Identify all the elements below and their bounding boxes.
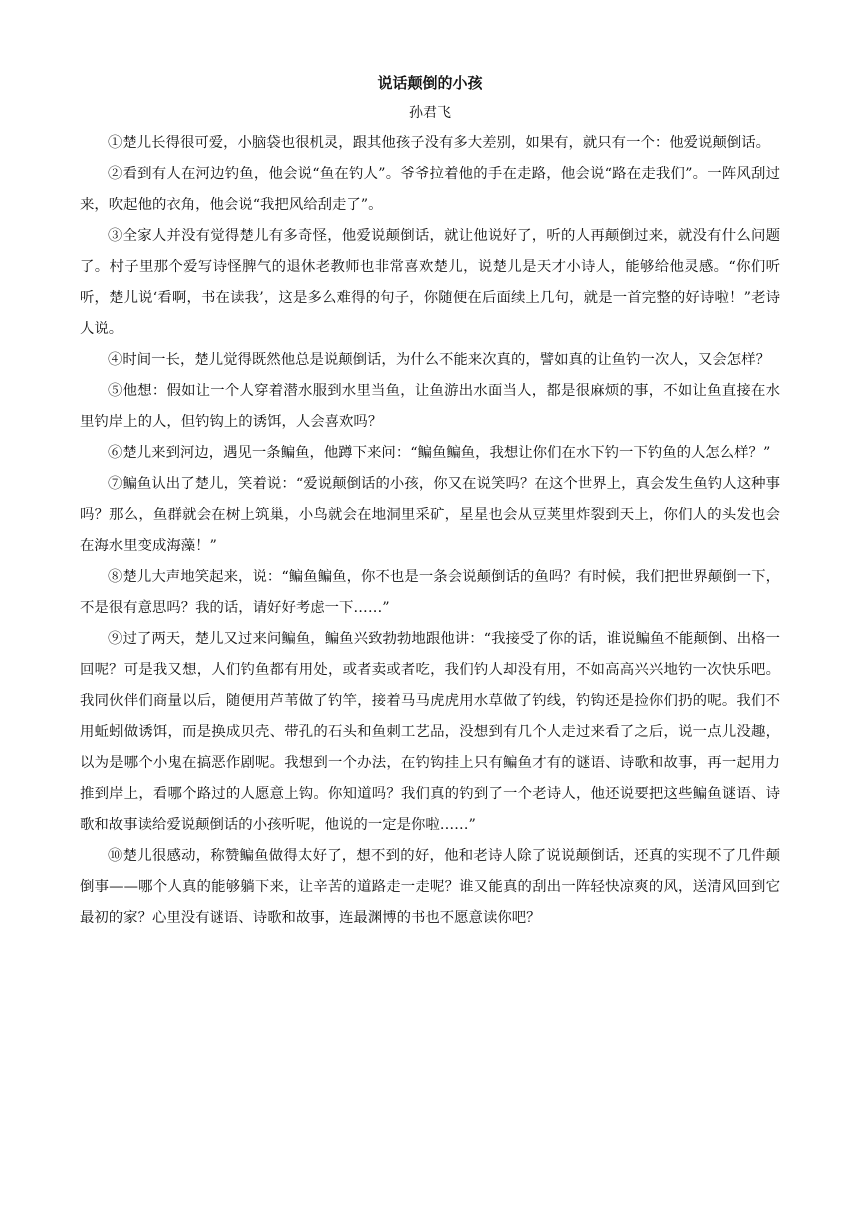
article-title: 说话颠倒的小孩: [377, 74, 483, 92]
article-author: 孙君飞: [409, 105, 451, 121]
document-page: [80, 66, 780, 934]
paragraph-9: ⑨过了两天，楚儿又过来问鳊鱼，鳊鱼兴致勃勃地跟他讲：“我接受了你的话，谁说鳊鱼不能颠倒、出格一回呢？可是我又想，人们钓鱼都有用处，或者卖或者吃，我们钓人却没有用，不如高高兴兴地钓一次快乐吧。我同伙伴们商量以后，随便用芦苇做了钓竿，接着马马虎虎用水草做了钓线，钓钩还是捡你们扔的呢。我们不用蚯蚓做诱饵，而是换成贝壳、带孔的石头和鱼刺工艺品，没想到有几个人走过来看了之后，说一点儿没趣，以为是哪个小鬼在搞恶作剧呢。我想到一个办法，在钓钩挂上只有鳊鱼才有的谜语、诗歌和故事，再一起用力推到岸上，看哪个路过的人愿意上钩。你知道吗？我们真的钓到了一个老诗人，他还说要把这些鳊鱼谜语、诗歌和故事读给爱说颠倒话的小孩听呢，他说的一定是你啦……”: [80, 631, 780, 833]
paragraph-10: ⑩楚儿很感动，称赞鳊鱼做得太好了，想不到的好，他和老诗人除了说说颠倒话，还真的实现不了几件颠倒事——哪个人真的能够躺下来，让辛苦的道路走一走呢？谁又能真的刮出一阵轻快凉爽的风，送清风回到它最初的家？心里没有谜语、诗歌和故事，连最渊博的书也不愿意读你吧？: [80, 848, 780, 926]
paragraph-4: ④时间一长，楚儿觉得既然他总是说颠倒话，为什么不能来次真的，譬如真的让鱼钓一次人，又会怎样？: [108, 352, 770, 368]
paragraph-8: ⑧楚儿大声地笑起来，说：“鳊鱼鳊鱼，你不也是一条会说颠倒话的鱼吗？有时候，我们把世界颠倒一下，不是很有意思吗？我的话，请好好考虑一下……”: [80, 569, 780, 616]
paragraph-5: ⑤他想：假如让一个人穿着潜水服到水里当鱼，让鱼游出水面当人，都是很麻烦的事，不如让鱼直接在水里钓岸上的人，但钓钩上的诱饵，人会喜欢吗？: [80, 383, 780, 430]
paragraph-2: ②看到有人在河边钓鱼，他会说“鱼在钓人”。爷爷拉着他的手在走路，他会说“路在走我们”。一阵风刮过来，吹起他的衣角，他会说“我把风给刮走了”。: [80, 166, 780, 213]
paragraph-6: ⑥楚儿来到河边，遇见一条鳊鱼，他蹲下来问：“鳊鱼鳊鱼，我想让你们在水下钓一下钓鱼的人怎么样？”: [108, 445, 771, 461]
article-body: [80, 128, 780, 934]
paragraph-1: ①楚儿长得很可爱，小脑袋也很机灵，跟其他孩子没有多大差别，如果有，就只有一个：他爱说颠倒话。: [108, 135, 770, 151]
paragraph-3: ③全家人并没有觉得楚儿有多奇怪，他爱说颠倒话，就让他说好了，听的人再颠倒过来，就没有什么问题了。村子里那个爱写诗怪脾气的退休老教师也非常喜欢楚儿，说楚儿是天才小诗人，能够给他灵感。“你们听听，楚儿说‘看啊，书在读我’，这是多么难得的句子，你随便在后面续上几句，就是一首完整的好诗啦！”老诗人说。: [80, 228, 780, 337]
paragraph-7: ⑦鳊鱼认出了楚儿，笑着说：“爱说颠倒话的小孩，你又在说笑吗？在这个世界上，真会发生鱼钓人这种事吗？那么，鱼群就会在树上筑巢，小鸟就会在地洞里采矿，星星也会从豆荚里炸裂到天上，你们人的头发也会在海水里变成海藻！”: [80, 476, 780, 554]
